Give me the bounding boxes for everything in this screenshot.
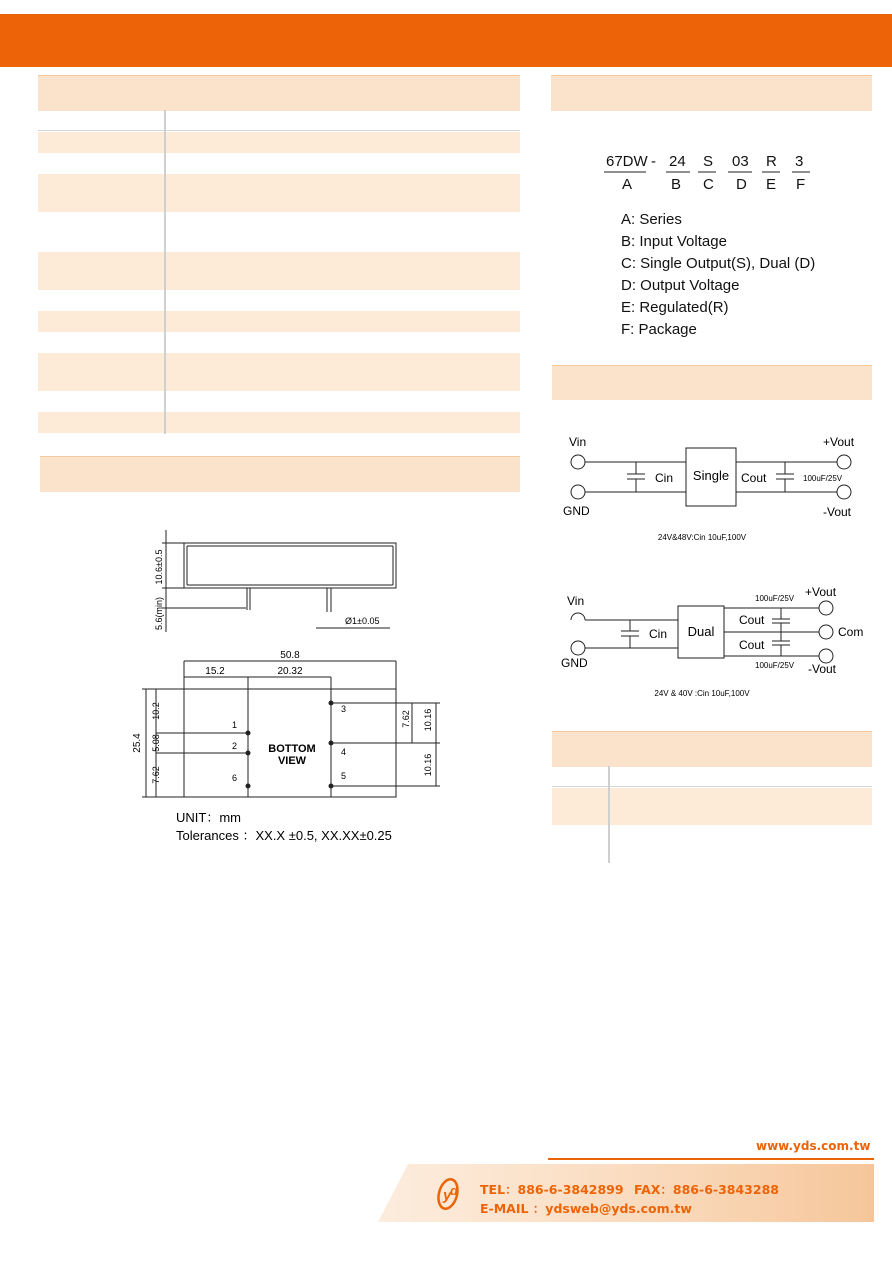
dual-vout-pos-label: +Vout <box>805 585 837 599</box>
pn-letter-f: F <box>796 176 806 193</box>
pin-1-label: 1 <box>232 720 238 730</box>
part-number-section-header <box>551 75 872 111</box>
pn-letter-c: C <box>703 176 714 193</box>
pn-letter-b: B <box>671 176 682 193</box>
dual-cout1-label: Cout <box>739 613 765 627</box>
pn-legend-item: A: Series <box>621 211 682 228</box>
footer-tel: TEL：886-6-3842899 <box>480 1182 624 1197</box>
pn-separator: - <box>651 153 656 170</box>
footer-email: E-MAIL ：ydsweb@yds.com.tw <box>480 1201 692 1216</box>
bottom-view <box>142 661 440 797</box>
dim-pin-length-label: 5.6(min) <box>154 596 164 630</box>
dim-pin-diameter-label: Ø1±0.05 <box>345 616 380 626</box>
dual-vout-neg-label: -Vout <box>808 662 837 676</box>
pn-code-b: 24 <box>669 153 686 170</box>
pn-legend-item: F: Package <box>621 321 697 338</box>
pn-letter-a: A <box>622 176 633 193</box>
dim-h2-label: 5.08 <box>151 734 161 752</box>
footer-fax: FAX：886-6-3843288 <box>634 1182 779 1197</box>
bottom-view-label-2: VIEW <box>277 755 307 767</box>
dual-vin-label: Vin <box>567 594 585 608</box>
dual-cap2-label: 100uF/25V <box>755 661 795 670</box>
company-logo <box>430 1166 470 1218</box>
dim-r3-label: 10.16 <box>423 753 433 777</box>
pin-5-label: 5 <box>341 771 347 781</box>
single-cout-label: Cout <box>741 471 767 485</box>
pn-letter-d: D <box>736 176 747 193</box>
dual-com-label: Com <box>838 625 864 639</box>
right-table <box>552 766 872 863</box>
dual-cin-label: Cin <box>649 627 668 641</box>
dim-r2-label: 10.16 <box>423 708 433 732</box>
pn-code-d: 03 <box>732 153 749 170</box>
pn-legend-item: B: Input Voltage <box>621 233 727 250</box>
pn-code-c: S <box>703 153 714 170</box>
pn-letter-e: E <box>766 176 777 193</box>
tolerance-label: Tolerances ：XX.X ±0.5, XX.XX±0.25 <box>176 828 392 843</box>
dual-box-label: Dual <box>687 624 715 639</box>
pn-legend-item: E: Regulated(R) <box>621 299 729 316</box>
dual-cap1-label: 100uF/25V <box>755 594 795 603</box>
svg-text:y: y <box>443 1187 452 1204</box>
right-table-header <box>552 731 872 767</box>
dim-d1-label: 15.2 <box>205 666 225 677</box>
dim-r1-label: 7.62 <box>401 710 411 728</box>
pin-6-label: 6 <box>232 773 238 783</box>
dim-width-label: 50.8 <box>280 650 300 661</box>
pn-code-e: R <box>766 153 777 170</box>
table-divider <box>552 786 872 787</box>
dim-height-label: 10.6±0.5 <box>154 549 164 585</box>
dim-h3-label: 7.62 <box>151 766 161 784</box>
application-circuits <box>540 425 880 715</box>
single-box-label: Single <box>692 468 730 483</box>
svg-text:d: d <box>450 1183 458 1198</box>
pn-code-a: 67DW <box>606 153 648 170</box>
single-cap-label: 100uF/25V <box>803 474 843 483</box>
pin-4-label: 4 <box>341 747 347 757</box>
single-vout-pos-label: +Vout <box>823 435 855 449</box>
pn-legend <box>621 209 815 341</box>
single-gnd-label: GND <box>563 504 590 518</box>
single-vin-label: Vin <box>569 435 587 449</box>
dim-h1-label: 10.2 <box>151 702 161 720</box>
dim-total-height-label: 25.4 <box>132 733 143 753</box>
pin-3-label: 3 <box>341 704 347 714</box>
table-row <box>552 788 872 825</box>
dual-cout2-label: Cout <box>739 638 765 652</box>
footer-website: www.yds.com.tw <box>756 1139 871 1153</box>
single-note: 24V&48V:Cin 10uF,100V <box>657 533 747 542</box>
pn-legend-item: C: Single Output(S), Dual (D) <box>621 255 816 272</box>
single-cin-label: Cin <box>655 471 674 485</box>
dual-gnd-label: GND <box>561 656 588 670</box>
unit-label: UNIT：mm <box>176 810 241 825</box>
circuit-section-header <box>552 365 872 400</box>
dual-note: 24V & 40V :Cin 10uF,100V <box>654 689 750 698</box>
pin-2-label: 2 <box>232 741 238 751</box>
dim-d2-label: 20.32 <box>277 666 303 677</box>
bottom-view-label-1: BOTTOM <box>268 743 316 755</box>
single-vout-neg-label: -Vout <box>823 505 852 519</box>
pn-code-f: 3 <box>795 153 804 170</box>
pn-legend-item: D: Output Voltage <box>621 277 740 294</box>
pn-underlines <box>600 170 820 174</box>
column-divider <box>608 766 610 863</box>
